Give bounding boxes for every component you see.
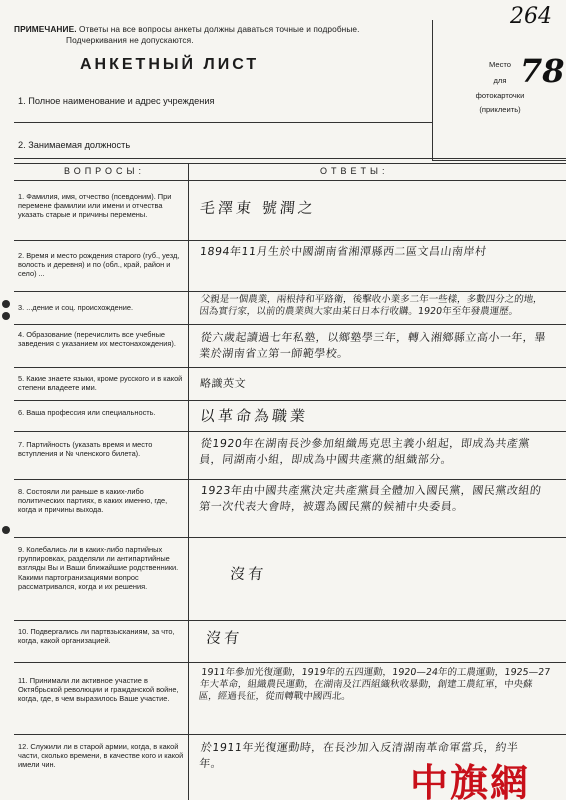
row-divider: [14, 620, 566, 621]
questions-header: ВОПРОСЫ:: [64, 166, 145, 176]
binder-hole: [2, 526, 10, 534]
note-line-1: Ответы на все вопросы анкеты должны даваться точные и подробные.: [79, 24, 360, 34]
answer-4: 從六歲起讀過七年私塾，以鄉塾學三年，轉入湘鄉縣立高小一年，畢業於湖南省立第一師範學校。: [198, 331, 547, 360]
question-10: 10. Подвергались ли партвзысканиям, за что, когда, какой организацией.: [18, 627, 175, 646]
row-divider: [14, 291, 566, 292]
question-6: 6. Ваша профессия или специальность.: [18, 408, 156, 417]
photo-label-1: Место: [488, 60, 512, 69]
field-line: [14, 122, 432, 123]
answer-9: 沒有: [229, 565, 267, 583]
row-divider: [14, 367, 566, 368]
note-line-2: Подчеркивания не допускаются.: [66, 35, 194, 45]
question-3: 3. ...дение и соц. происхождение.: [18, 303, 134, 312]
table-top-border: [14, 163, 566, 164]
site-watermark: 中旗網: [410, 760, 531, 805]
page-title: АНКЕТНЫЙ ЛИСТ: [80, 56, 260, 73]
row-divider: [14, 479, 566, 480]
field-line: [14, 158, 566, 159]
answer-6: 以革命為職業: [199, 407, 309, 425]
question-9: 9. Колебались ли в каких-либо партийных группировках, разделяли ли антипартийные взгляды Вы и Ваши ближайшие родственники. Какими партогранизациями вопрос рассматривался, когда и их решения.: [18, 545, 179, 591]
question-2: 2. Время и место рождения старого (губ., уезд, волость и деревня) и по (обл., край, район и село) ...: [18, 251, 180, 279]
question-1: 1. Фамилия, имя, отчество (псевдоним). При перемене фамилии или имени и отчества указать старые и причины перемены.: [18, 192, 172, 220]
photo-placeholder: [432, 20, 566, 161]
photo-label-4: (приклеить): [479, 105, 521, 114]
answer-7: 從1920年在湖南長沙參加組織馬克思主義小組起，即成為共產黨員，同湖南小組，即成為中國共產黨的組織部分。: [198, 437, 531, 466]
question-8: 8. Состояли ли раньше в каких-либо политических партиях, в каких именно, где, когда и причины выхода.: [18, 487, 168, 515]
answer-11: 1911年參加光復運動，1919年的五四運動，1920—24年的工農運動，1925—27年大革命，組織農民運動，在湖南及江西組織秋收暴動，創建工農紅軍，中央蘇區，經過長征，從而轉戰中國西北。: [198, 667, 551, 702]
archive-page-number: 264: [510, 4, 552, 29]
header-divider: [14, 180, 566, 181]
answer-12: 於1911年光復運動時，在長沙加入反清湖南革命軍當兵，約半年。: [198, 741, 520, 770]
row-divider: [14, 324, 566, 325]
answer-8: 1923年由中國共產黨決定共產黨員全體加入國民黨，國民黨改組的第一次代表大會時，被選為國民黨的候補中央委員。: [198, 484, 543, 513]
photo-label-3: фотокарточки: [475, 91, 525, 100]
photo-label-2: для: [493, 76, 507, 85]
note-lead: ПРИМЕЧАНИЕ.: [14, 24, 77, 34]
question-5: 5. Какие знаете языки, кроме русского и в какой степени владеете ими.: [18, 374, 183, 393]
binder-hole: [2, 312, 10, 320]
answer-3: 父親是一個農業，兩根持和平路衛，後擊收小業多二年一些樣，多數四分之的地，因為實行家，以前的農業與大家由某日日本行收購。1920年至年發農運歷。: [198, 294, 544, 317]
archive-file-number: 78: [520, 52, 565, 90]
question-7: 7. Партийность (указать время и место вступления и № членского билета).: [18, 440, 153, 459]
question-12: 12. Служили ли в старой армии, когда, в какой части, сколько времени, в качестве кого и какой имели чин.: [18, 742, 184, 770]
question-4: 4. Образование (перечислить все учебные заведения с указанием их местонахождения).: [18, 330, 176, 349]
form-note: [14, 24, 394, 46]
row-divider: [14, 400, 566, 401]
institution-field-label: 1. Полное наименование и адрес учреждения: [18, 96, 215, 106]
question-11: 11. Принимали ли активное участие в Октябрьской революции и гражданской войне, когда, где, в чем выразилось Ваше участие.: [18, 676, 179, 704]
answers-header: ОТВЕТЫ:: [320, 166, 389, 176]
column-divider: [188, 163, 189, 800]
answer-1: 毛澤東 號潤之: [199, 199, 317, 217]
answer-2: 1894年11月生於中國湖南省湘潭縣西二區文昌山南岸村: [199, 245, 488, 258]
row-divider: [14, 240, 566, 241]
row-divider: [14, 734, 566, 735]
row-divider: [14, 662, 566, 663]
row-divider: [14, 537, 566, 538]
binder-hole: [2, 300, 10, 308]
position-field-label: 2. Занимаемая должность: [18, 140, 131, 150]
answer-10: 沒有: [205, 629, 243, 647]
row-divider: [14, 431, 566, 432]
answer-5: 略識英文: [199, 377, 247, 390]
